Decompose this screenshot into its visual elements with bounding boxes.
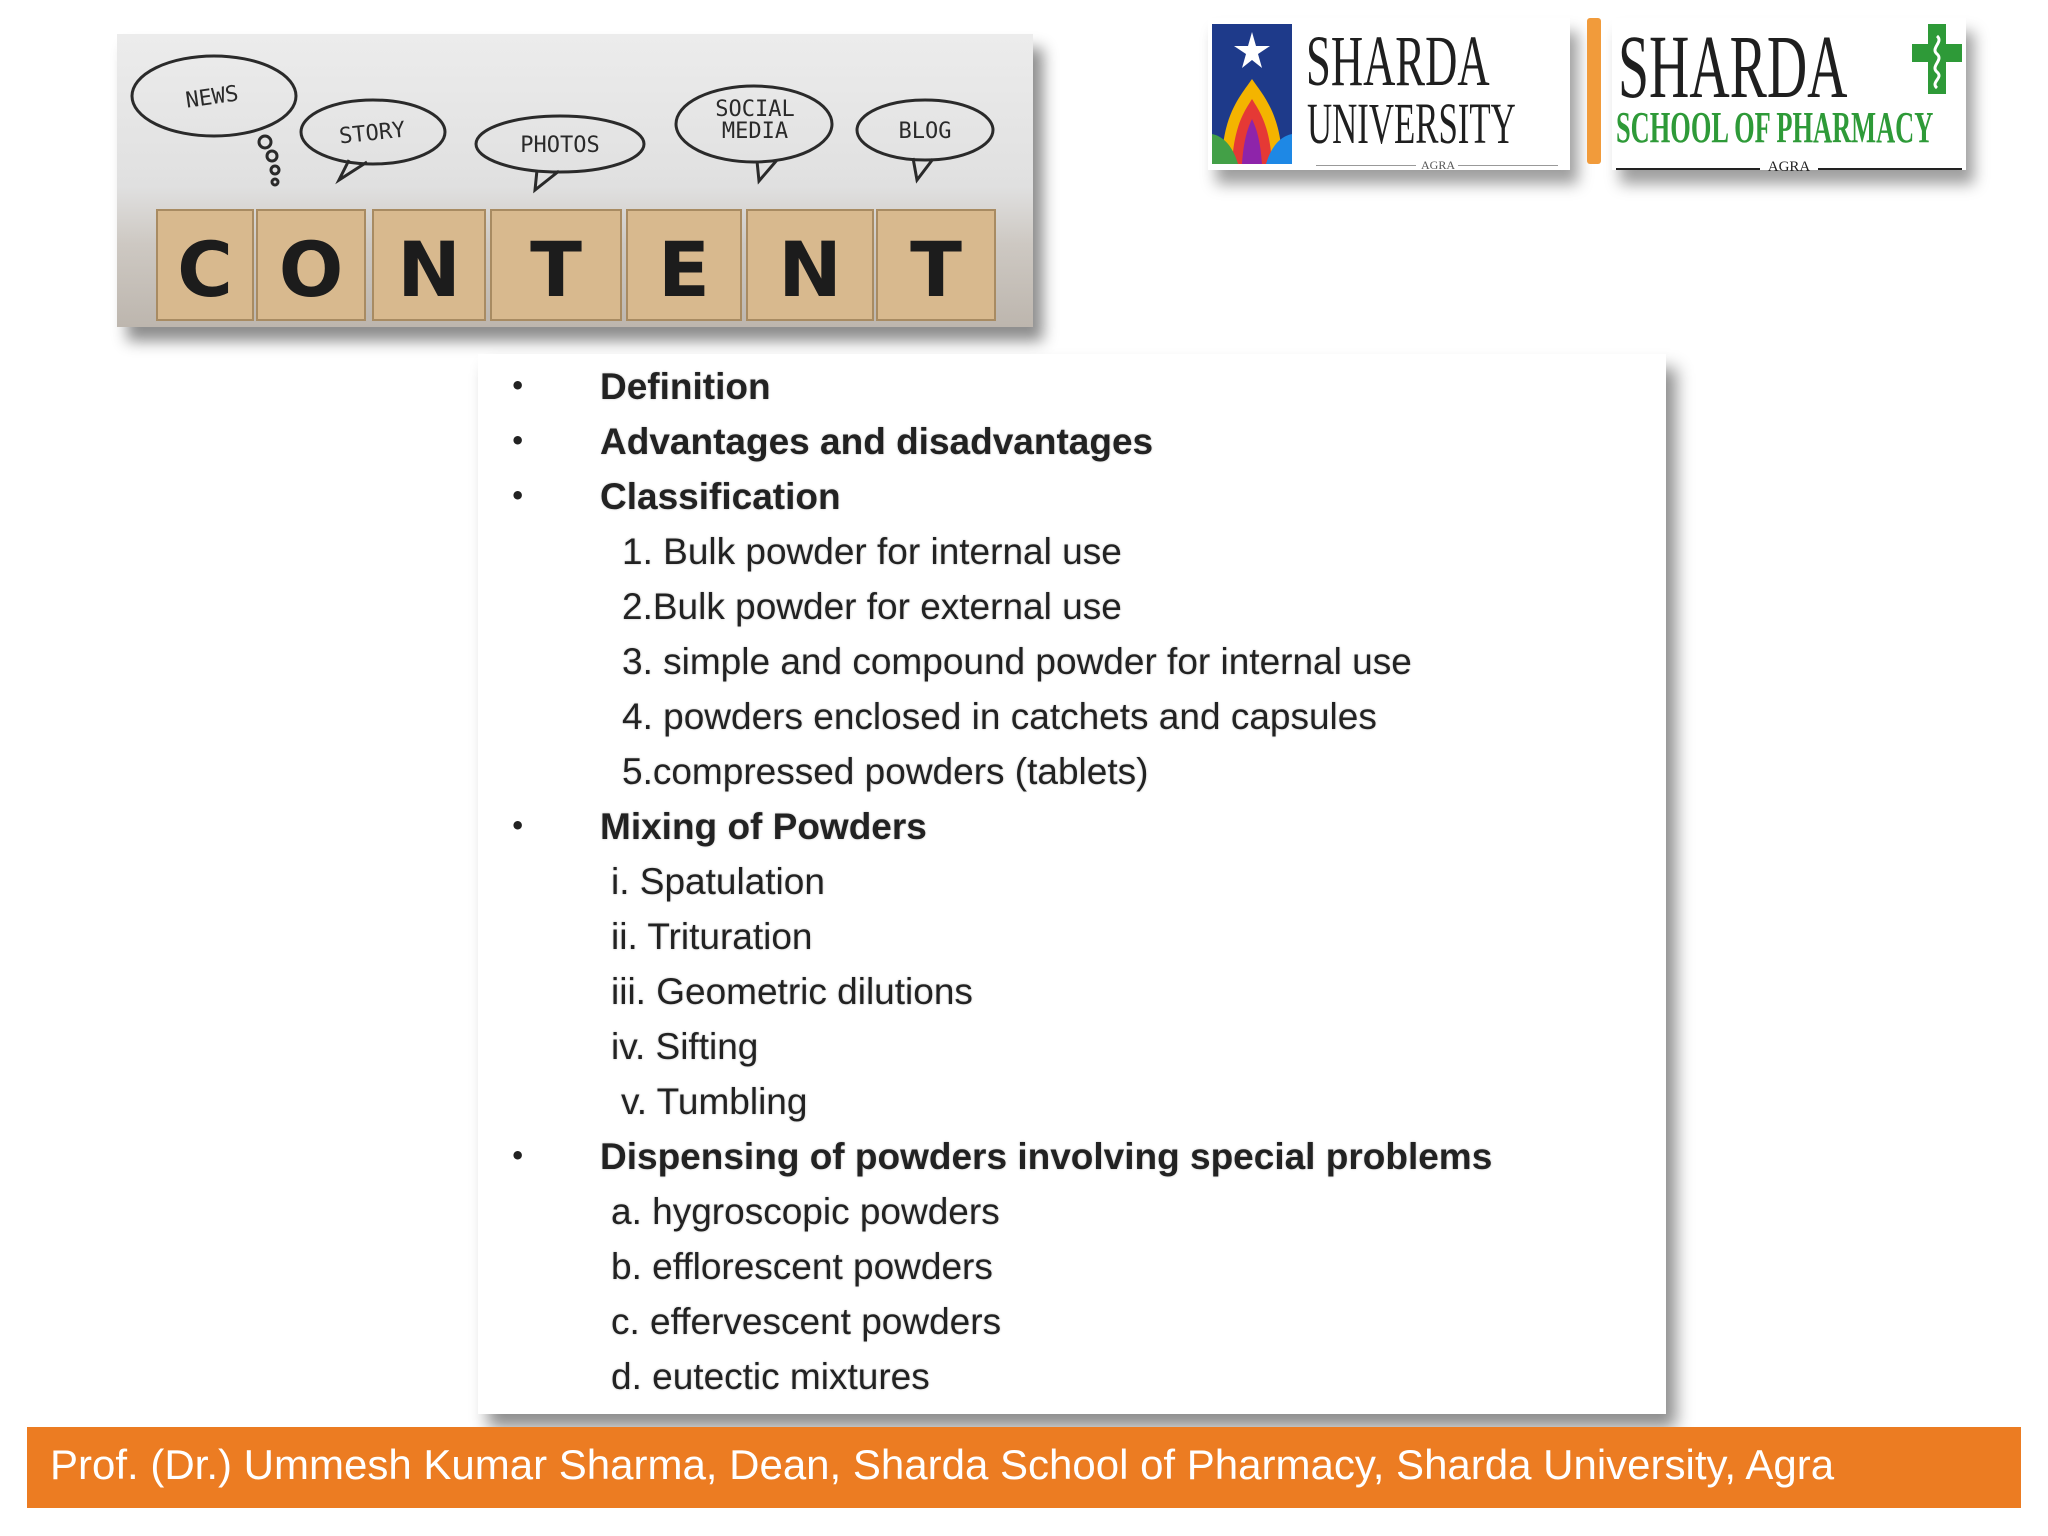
letter-block-text: N [778,225,842,314]
letter-block-text: E [658,225,710,314]
bubble-photos-text: PHOTOS [520,133,600,158]
outline-subitem: 4. powders enclosed in catchets and capsules [622,696,1377,737]
sharda-university-logo [1208,18,1570,170]
outline-heading: Classification [600,476,841,517]
bubble-media-text: MEDIA [721,119,789,144]
bullet-icon: • [510,1142,526,1170]
sharda-school-of-pharmacy-logo [1612,18,1966,175]
bubble-social-text: SOCIAL [715,97,795,122]
footer-bar [27,1427,2021,1508]
outline-subitem: a. hygroscopic powders [611,1191,1000,1232]
outline-subitem: iii. Geometric dilutions [611,971,973,1012]
content-banner-image [117,34,1033,327]
letter-block-text: N [397,225,461,314]
pharmacy-logo-location: AGRA [1767,159,1811,175]
bubble-blog-text: BLOG [898,119,952,144]
outline-heading: Advantages and disadvantages [600,421,1154,462]
outline-subitem: 2.Bulk powder for external use [622,586,1122,627]
outline-subitem: d. eutectic mixtures [611,1356,930,1397]
outline-subitem: c. effervescent powders [611,1301,1002,1342]
university-emblem-icon [1212,24,1292,164]
university-logo-subtitle: UNIVERSITY [1307,91,1516,156]
bullet-icon: • [510,482,526,510]
outline-subitem: iv. Sifting [611,1026,759,1067]
bullet-icon: • [510,812,526,840]
letter-block-text: C [177,225,233,314]
university-logo-location: AGRA [1420,158,1455,172]
university-logo-title: SHARDA [1306,21,1490,101]
footer-author-text: Prof. (Dr.) Ummesh Kumar Sharma, Dean, Sharda School of Pharmacy, Sharda University, Agra [50,1441,1835,1488]
bubble-story-text: STORY [338,117,407,150]
outline-heading: Mixing of Powders [600,806,927,847]
bullet-icon: • [510,427,526,455]
outline-subitem: 1. Bulk powder for internal use [622,531,1122,572]
content-outline [478,354,1666,1414]
pharmacy-cross-icon [1910,22,1964,96]
bullet-icon: • [510,372,526,400]
pharmacy-logo-title: SHARDA [1618,18,1848,117]
letter-block-text: T [530,225,582,314]
outline-subitem: ii. Trituration [611,916,813,957]
outline-heading: Definition [600,366,771,407]
outline-subitem: i. Spatulation [611,861,825,902]
outline-subitem: 5.compressed powders (tablets) [622,751,1149,792]
bubble-news-text: NEWS [184,81,241,114]
outline-subitem: 3. simple and compound powder for internal use [622,641,1412,682]
outline-heading: Dispensing of powders involving special problems [600,1136,1493,1177]
outline-subitem: v. Tumbling [621,1081,808,1122]
logo-divider [1587,18,1601,164]
letter-block-text: T [910,225,962,314]
outline-subitem: b. efflorescent powders [611,1246,993,1287]
pharmacy-logo-subtitle: SCHOOL OF PHARMACY [1616,103,1934,152]
letter-block-text: O [278,225,344,314]
